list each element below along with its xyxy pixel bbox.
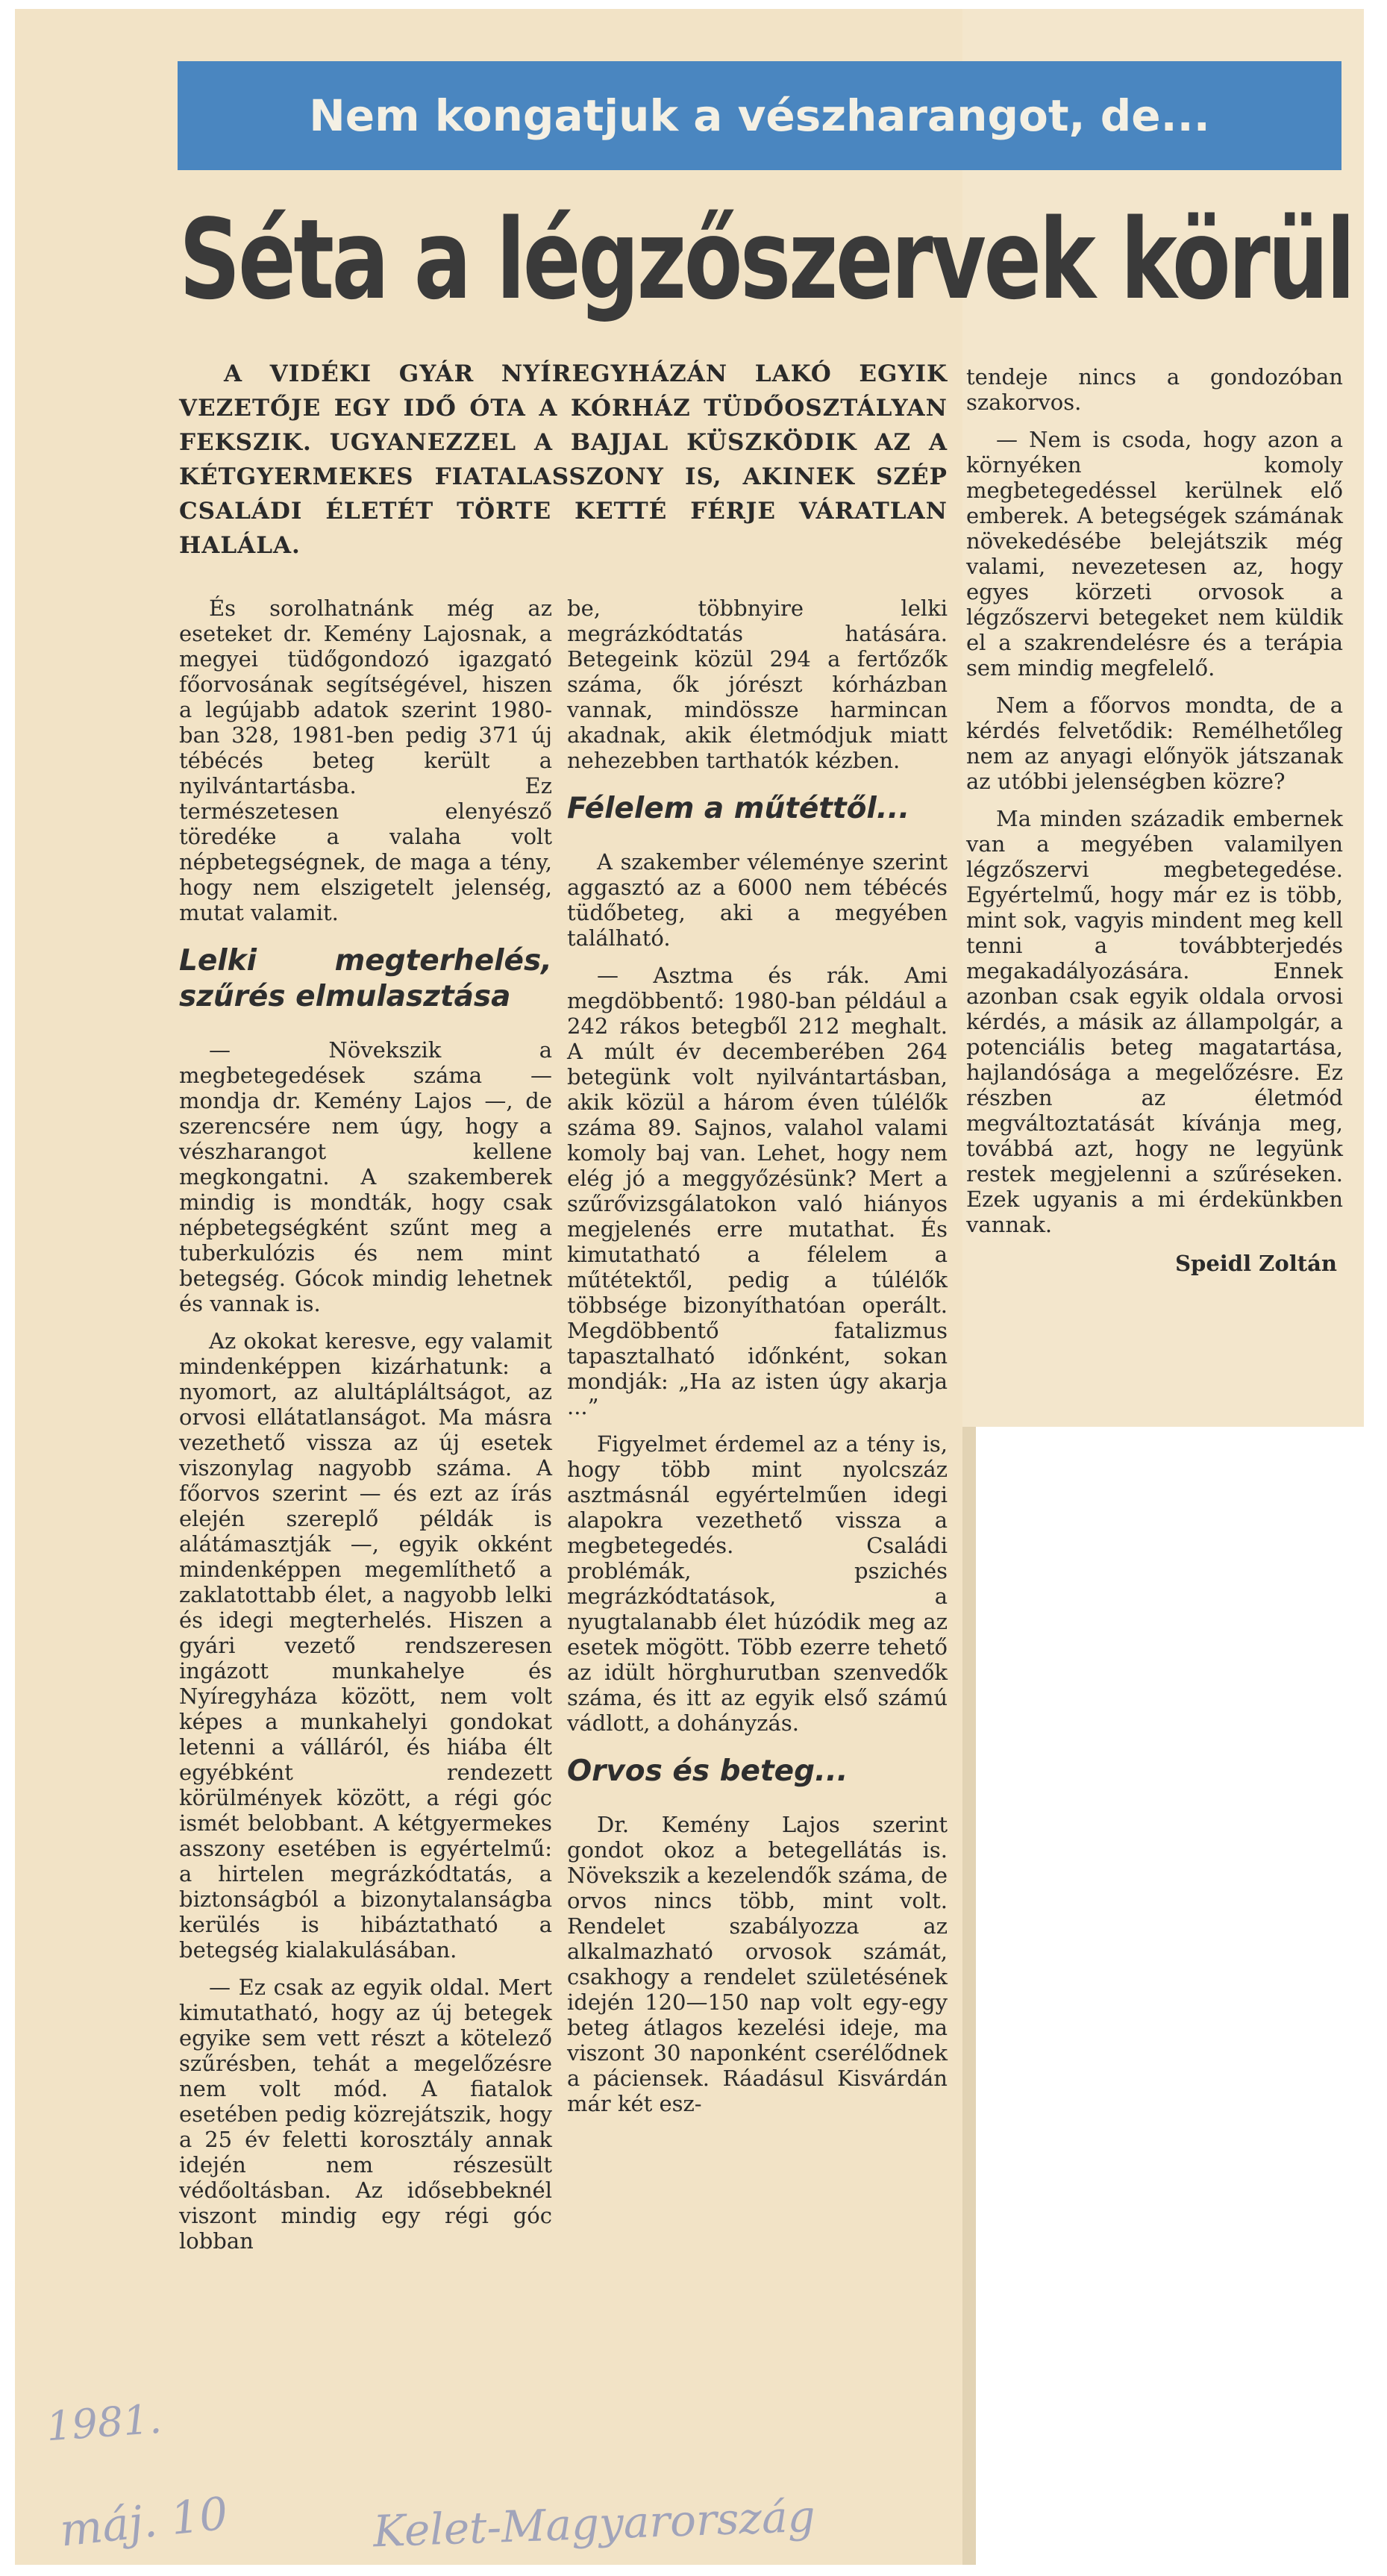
article-headline: Séta a légzőszervek körül xyxy=(179,196,1353,324)
handwritten-year: 1981. xyxy=(44,2395,163,2451)
author-signature: Speidl Zoltán xyxy=(1175,1251,1337,1276)
paragraph: be, többnyire lelki megrázkódtatás hatására. Betegeink közül 294 a fertőzők száma, ők jórészt kórházban vannak, mindössze harmincan akadnak, akik életmódjuk miatt nehezebben tarthatók kézben. xyxy=(567,595,948,773)
article-lead: A VIDÉKI GYÁR NYÍREGYHÁZÁN LAKÓ EGYIK VEZETŐJE EGY IDŐ ÓTA A KÓRHÁZ TÜDŐOSZTÁLYAN FEKSZIK. UGYANEZZEL A BAJJAL KÜSZKÖDIK AZ A KÉTGYERMEKES FIATALASSZONY IS, AKINEK SZÉP CSALÁDI ÉLETÉT TÖRTE KETTÉ FÉRJE VÁRATLAN HALÁLA. xyxy=(179,360,948,559)
paragraph: És sorolhatnánk még az eseteket dr. Kemény Lajosnak, a megyei tüdőgondozó igazgató főorvosának segítségével, hiszen a legújabb adatok szerint 1980-ban 328, 1981-ben pedig 371 új tébécés beteg került a nyilvántartásba. Ez természetesen elenyésző töredéke a valaha volt népbetegségnek, de maga a tény, hogy nem elszigetelt jelenség, mutat valamit. xyxy=(179,595,552,925)
paragraph: — Növekszik a megbetegedések száma — mondja dr. Kemény Lajos —, de szerencsére nem úgy, hogy a vészharangot kellene megkongatni. A szakemberek mindig is mondták, hogy csak népbetegségként szűnt meg a tuberkulózis és nem mint betegség. Gócok mindig lehetnek és vannak is. xyxy=(179,1037,552,1316)
article-banner: Nem kongatjuk a vészharangot, de... xyxy=(178,61,1341,170)
column-2 xyxy=(567,595,948,2128)
clipping-edge xyxy=(962,1427,976,2565)
paragraph: Az okokat keresve, egy valamit mindenképpen kizárhatunk: a nyomort, az alultápláltságot, az orvosi ellátatlanságot. Ma másra vezethető vissza az új esetek viszonylag nagyobb száma. A főorvos szerint — és ezt az írás elején szereplő példák is alátámasztják —, egyik okként mindenképpen megemlíthető a zaklatottabb élet, a nagyobb lelki és idegi megterhelés. Hiszen a gyári vezető rendszeresen ingázott munkahelye és Nyíregyháza között, nem volt képes a munkahelyi gondokat letenni a válláról, és hiába élt egyébként rendezett körülmények között, a régi góc ismét belobbant. A kétgyermekes asszony esetében is egyértelmű: a hirtelen megrázkódtatás, a biztonságból a bizonytalanságba kerülés is hibáztatható a betegség kialakulásában. xyxy=(179,1328,552,1963)
column-3 xyxy=(966,364,1343,1276)
paragraph: Dr. Kemény Lajos szerint gondot okoz a betegellátás is. Növekszik a kezelendők száma, de orvos nincs több, mint volt. Rendelet szabályozza az alkalmazható orvosok számát, csakhogy a rendelet születésének idején 120—150 nap volt egy-egy beteg átlagos kezelési ideje, ma viszont 30 naponként cserélődnek a páciensek. Ráadásul Kisvárdán már két esz- xyxy=(567,1812,948,2116)
subheading: Lelki megterhelés, szűrés elmulasztása xyxy=(179,944,552,1013)
paragraph: tendeje nincs a gondozóban szakorvos. xyxy=(966,364,1343,415)
paragraph: — Ez csak az egyik oldal. Mert kimutatható, hogy az új betegek egyike sem vett részt a kötelező szűrésben, tehát a megelőzésre nem volt mód. A fiatalok esetében pedig közrejátszik, hogy a 25 év feletti korosztály annak idején nem részesült védőoltásban. Az idősebbeknél viszont mindig egy régi góc lobban xyxy=(179,1975,552,2254)
paragraph: Nem a főorvos mondta, de a kérdés felvetődik: Remélhetőleg nem az anyagi előnyök játszanak az utóbbi jelenségben közre? xyxy=(966,693,1343,794)
subheading: Félelem a műtéttől... xyxy=(567,792,910,825)
paragraph: Ma minden századik embernek van a megyében valamilyen légzőszervi megbetegedése. Egyértelmű, hogy már ez is több, mint sok, vagyis mindent meg kell tenni a továbbterjedés megakadályozására. Ennek azonban csak egyik oldala orvosi kérdés, a másik az állampolgár, a potenciális beteg magatartása, hajlandósága a megelőzésre. Ez részben az életmód megváltoztatását kívánja meg, továbbá azt, hogy ne legyünk restek megjelenni a szűréseken. Ezek ugyanis a mi érdekünkben vannak. xyxy=(966,806,1343,1237)
handwritten-date: máj. 10 xyxy=(57,2487,231,2557)
paragraph: A szakember véleménye szerint aggasztó az a 6000 nem tébécés tüdőbeteg, aki a megyében található. xyxy=(567,849,948,951)
paragraph: Figyelmet érdemel az a tény is, hogy több mint nyolcszáz asztmásnál egyértelműen idegi alapokra vezethető vissza a megbetegedés. Családi problémák, pszichés megrázkódtatások, a nyugtalanabb élet húzódik meg az esetek mögött. Több ezerre tehető az idült hörghurutban szenvedők száma, és itt az egyik első számú vádlott, a dohányzás. xyxy=(567,1431,948,1736)
handwritten-source: Kelet-Magyarország xyxy=(372,2490,816,2557)
paragraph: — Asztma és rák. Ami megdöbbentő: 1980-ban például a 242 rákos betegből 212 meghalt. A múlt év decemberében 264 betegünk volt nyilvántartásban, akik közül a három éven túlélők száma 89. Sajnos, valahol valami komoly baj van. Lehet, hogy nem elég jó a meggyőzésünk? Mert a szűrővizsgálatokon való hiányos megjelenés erre mutathat. És kimutatható a félelem a műtétektől, pedig a túlélők többsége bizonyíthatóan operált. Megdöbbentő fatalizmus tapasztalható időnként, sokan mondják: „Ha az isten úgy akarja ...” xyxy=(567,963,948,1419)
paragraph: — Nem is csoda, hogy azon a környéken komoly megbetegedéssel kerülnek elő emberek. A betegségek számának növekedésébe belejátszik még valami, nevezetesen az, hogy egyes körzeti orvosok a légzőszervi betegeket nem küldik el a szakrendelésre és a terápia sem mindig megfelelő. xyxy=(966,427,1343,681)
subheading: Orvos és beteg... xyxy=(567,1754,848,1788)
column-1 xyxy=(179,595,552,2266)
